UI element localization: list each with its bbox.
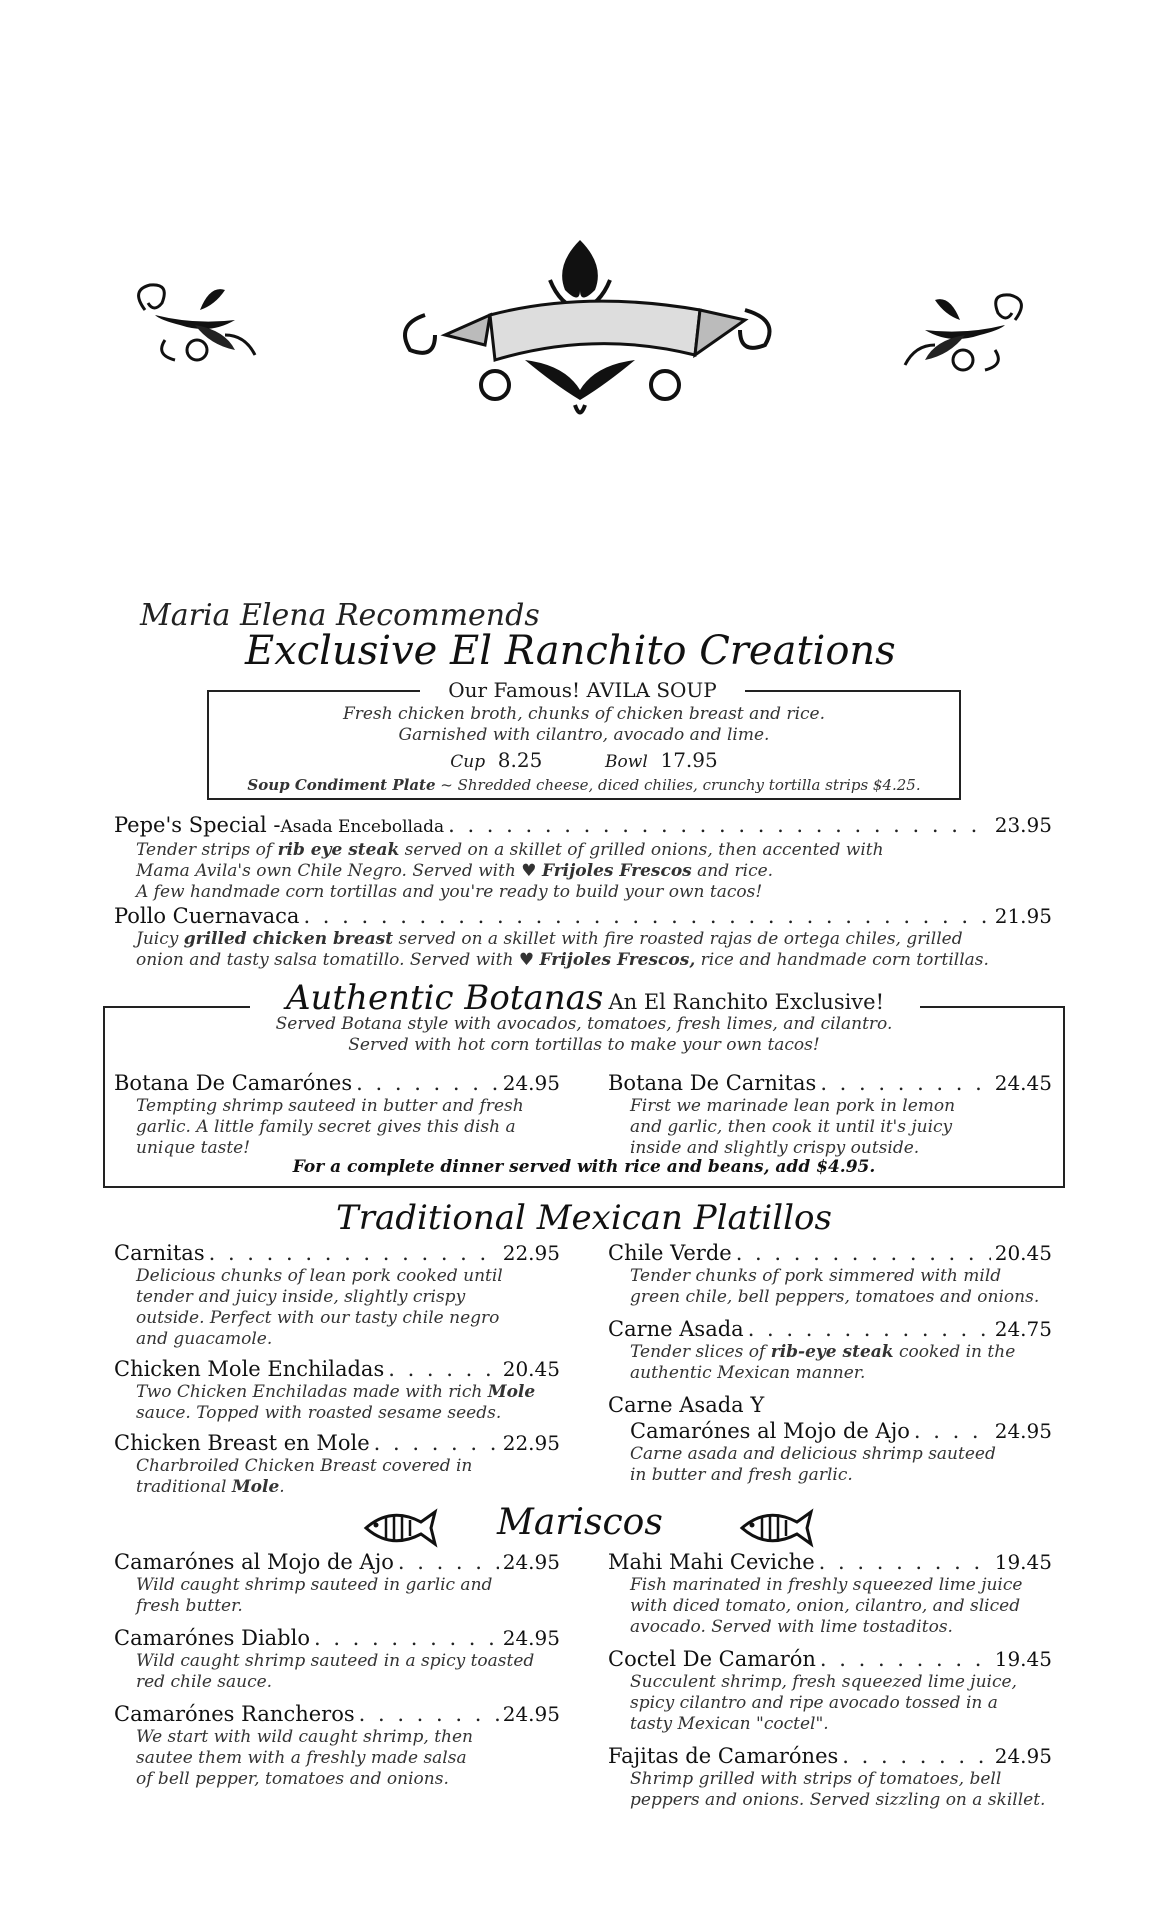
fish-icon [732,1508,814,1548]
special-pepes [114,812,1052,903]
botanas-title-suffix: An El Ranchito Exclusive! [608,990,885,1014]
item-name: Coctel De Camarón [608,1647,816,1671]
menu-item-camarones-rancheros [114,1701,560,1790]
soup-desc-line-1: Fresh chicken broth, chunks of chicken breast and rice. [343,704,825,724]
item-name-line-1: Carne Asada Y [608,1393,765,1417]
desc-line: tasty Mexican "coctel". [630,1714,829,1734]
leader-dots [820,1646,991,1672]
desc-line: We start with wild caught shrimp, then [136,1727,473,1747]
item-price: 19.45 [994,1550,1052,1574]
mariscos-title: Mariscos [497,1502,663,1543]
item-desc [136,1456,560,1498]
desc-line: and garlic, then cook it until it's juicy [630,1117,953,1137]
botanas-title: Authentic Botanas [285,978,604,1018]
item-name-small: Asada Encebollada [280,817,445,837]
botanas-heading [250,978,920,1018]
leader-dots [388,1356,499,1382]
platillos-left-column [114,1240,560,1498]
leader-dots [359,1701,499,1727]
menu-item-chicken-breast-en-mole [114,1430,560,1498]
item-price: 23.95 [994,813,1052,837]
item-name: Botana De Camarónes [114,1071,353,1095]
desc-line: peppers and onions. Served sizzling on a skillet. [630,1790,1046,1810]
menu-item-chile-verde [608,1240,1052,1308]
desc-line: Shrimp grilled with strips of tomatoes, bell [630,1769,1002,1789]
item-name: Fajitas de Camarónes [608,1744,839,1768]
botanas-footer: For a complete dinner served with rice and beans, add $4.95. [292,1157,876,1177]
desc-line: Carne asada and delicious shrimp sauteed [630,1444,996,1464]
menu-item-mahi-mahi-ceviche [608,1549,1052,1638]
item-name: Carne Asada [608,1317,744,1341]
cup-label: Cup [450,752,486,772]
botana-camarones [114,1070,560,1159]
desc-line: Tender slices of rib-eye steak cooked in the [630,1342,1016,1362]
leader-dots [398,1549,499,1575]
desc-line: Two Chicken Enchiladas made with rich Mole [136,1382,536,1402]
desc-line: of bell pepper, tomatoes and onions. [136,1769,449,1789]
item-desc [630,1769,1052,1811]
menu-item-carne-asada-y-camarones [608,1392,1052,1486]
item-name: Chile Verde [608,1241,732,1265]
leader-dots [748,1316,991,1342]
item-price: 24.95 [994,1744,1052,1768]
menu-item-camarones-diablo [114,1625,560,1693]
center-banner-ornament [375,240,795,430]
item-price: 24.95 [502,1626,560,1650]
menu-item-chicken-mole-enchiladas [114,1356,560,1424]
item-desc [136,1575,560,1617]
item-price: 24.95 [502,1071,560,1095]
item-desc [630,1266,1052,1308]
item-desc [630,1096,1052,1159]
item-name: Camarónes al Mojo de Ajo [114,1550,394,1574]
desc-line: sauce. Topped with roasted sesame seeds. [136,1403,502,1423]
item-price: 24.45 [994,1071,1052,1095]
item-name-line-2: Camarónes al Mojo de Ajo [630,1419,910,1443]
desc-line: Juicy grilled chicken breast served on a skillet with fire roasted rajas de ortega chiles, grilled [136,929,963,949]
leader-dots [842,1743,990,1769]
leader-dots [448,812,991,838]
desc-line: and guacamole. [136,1329,273,1349]
desc-line: tender and juicy inside, slightly crispy [136,1287,466,1307]
desc-line: inside and slightly crispy outside. [630,1138,920,1158]
desc-line: Delicious chunks of lean pork cooked until [136,1266,503,1286]
leader-dots [914,1418,991,1444]
leader-dots [209,1240,499,1266]
item-name: Carnitas [114,1241,205,1265]
platillos-right-column [608,1240,1052,1486]
item-price: 22.95 [502,1241,560,1265]
leader-dots [374,1430,499,1456]
desc-line: First we marinade lean pork in lemon [630,1096,956,1116]
item-name: Chicken Breast en Mole [114,1431,370,1455]
desc-line: garlic. A little family secret gives this dish a [136,1117,516,1137]
item-price: 24.75 [994,1317,1052,1341]
leader-dots [314,1625,499,1651]
desc-line: sautee them with a freshly made salsa [136,1748,467,1768]
botanas-desc-line-1: Served Botana style with avocados, tomatoes, fresh limes, and cilantro. [275,1014,893,1034]
desc-line: avocado. Served with lime tostaditos. [630,1617,953,1637]
item-price: 19.45 [994,1647,1052,1671]
item-price: 21.95 [994,904,1052,928]
item-desc [136,1727,560,1790]
leader-dots [820,1070,990,1096]
item-desc [136,1096,560,1159]
desc-line: onion and tasty salsa tomatillo. Served with ♥ Frijoles Frescos, rice and handmade corn tortillas. [136,950,989,970]
menu-subtitle: Maria Elena Recommends [140,598,540,633]
item-price: 24.95 [994,1419,1052,1443]
menu-item-carne-asada [608,1316,1052,1384]
desc-line: authentic Mexican manner. [630,1363,866,1383]
desc-line: in butter and fresh garlic. [630,1465,853,1485]
leader-dots [303,903,990,929]
desc-line: Wild caught shrimp sauteed in garlic and [136,1575,493,1595]
item-name: Camarónes Rancheros [114,1702,355,1726]
bowl-price: 17.95 [660,748,718,772]
item-desc [136,840,1052,903]
desc-line: with diced tomato, onion, cilantro, and sliced [630,1596,1021,1616]
item-price: 20.45 [502,1357,560,1381]
desc-line: outside. Perfect with our tasty chile negro [136,1308,500,1328]
item-desc [136,1382,560,1424]
special-pollo-cuernavaca [114,903,1052,971]
item-desc [136,929,1052,971]
menu-item-coctel-de-camaron [608,1646,1052,1735]
soup-prices [207,748,961,772]
right-scroll-ornament [895,290,1035,380]
item-name: Chicken Mole Enchiladas [114,1357,385,1381]
item-desc [630,1342,1052,1384]
desc-line: Tempting shrimp sauteed in butter and fresh [136,1096,524,1116]
cup-price: 8.25 [497,748,543,772]
desc-line: unique taste! [136,1138,251,1158]
item-name: Pepe's Special - [114,813,281,837]
leader-dots [819,1549,991,1575]
desc-line: green chile, bell peppers, tomatoes and onions. [630,1287,1040,1307]
condiment-label: Soup Condiment Plate [247,776,436,794]
item-name: Botana De Carnitas [608,1071,817,1095]
item-desc [136,1651,560,1693]
bowl-label: Bowl [605,752,648,772]
menu-item-carnitas [114,1240,560,1350]
desc-line: Tender strips of rib eye steak served on a skillet of grilled onions, then accented with [136,840,884,860]
item-desc [630,1444,1052,1486]
desc-line: Charbroiled Chicken Breast covered in [136,1456,473,1476]
item-desc [136,1266,560,1350]
mariscos-right-column [608,1549,1052,1811]
item-price: 20.45 [994,1241,1052,1265]
condiment-text: ~ Shredded cheese, diced chilies, crunchy tortilla strips $4.25. [435,776,921,794]
soup-desc-line-2: Garnished with cilantro, avocado and lime. [398,725,770,745]
fish-icon [356,1508,438,1548]
menu-item-fajitas-de-camarones [608,1743,1052,1811]
item-price: 24.95 [502,1550,560,1574]
item-price: 22.95 [502,1431,560,1455]
desc-line: Tender chunks of pork simmered with mild [630,1266,1002,1286]
soup-condiment [207,775,961,796]
item-desc [630,1575,1052,1638]
item-name: Pollo Cuernavaca [114,904,300,928]
desc-line: traditional Mole. [136,1477,285,1497]
desc-line: fresh butter. [136,1596,243,1616]
desc-line: Fish marinated in freshly squeezed lime juice [630,1575,1023,1595]
item-name: Camarónes Diablo [114,1626,310,1650]
menu-item-camarones-mojo [114,1549,560,1617]
desc-line: Wild caught shrimp sauteed in a spicy toasted [136,1651,535,1671]
platillos-title: Traditional Mexican Platillos [336,1198,832,1238]
soup-heading: Our Famous! AVILA SOUP [420,678,745,702]
botanas-desc-line-2: Served with hot corn tortillas to make your own tacos! [348,1035,820,1055]
leader-dots [356,1070,499,1096]
item-price: 24.95 [502,1702,560,1726]
leader-dots [736,1240,991,1266]
desc-line: red chile sauce. [136,1672,273,1692]
menu-title: Exclusive El Ranchito Creations [245,628,896,674]
left-scroll-ornament [125,280,265,370]
mariscos-left-column [114,1549,560,1790]
desc-line: Mama Avila's own Chile Negro. Served with ♥ Frijoles Frescos and rice. [136,861,774,881]
desc-line: spicy cilantro and ripe avocado tossed in a [630,1693,998,1713]
item-desc [630,1672,1052,1735]
botana-carnitas [608,1070,1052,1159]
item-name: Mahi Mahi Ceviche [608,1550,815,1574]
desc-line: A few handmade corn tortillas and you're ready to build your own tacos! [136,882,763,902]
desc-line: Succulent shrimp, fresh squeezed lime juice, [630,1672,1017,1692]
